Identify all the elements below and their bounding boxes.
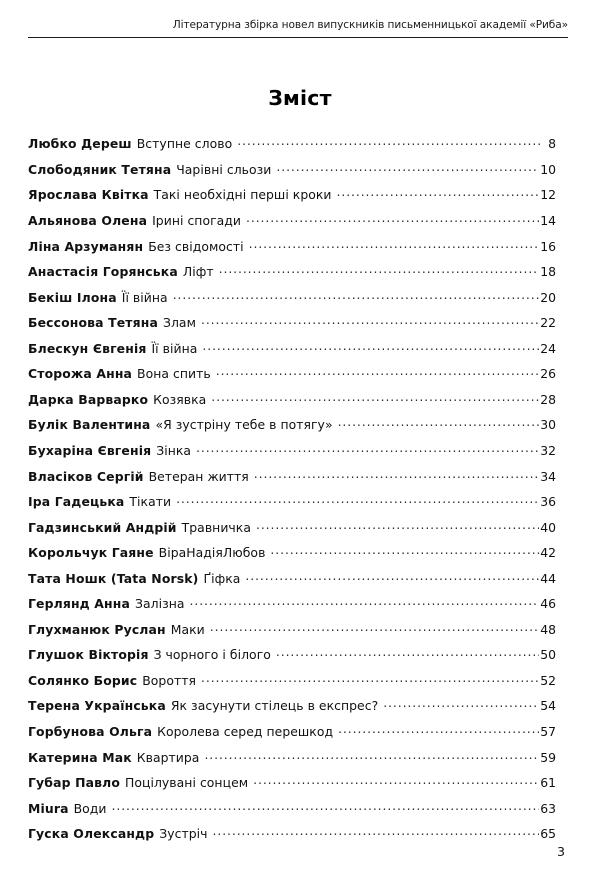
toc-entry-author: Анастасія Горянська [28, 264, 178, 280]
toc-entry-author: Гадзинський Андрій [28, 519, 177, 535]
toc-entry[interactable] [28, 826, 556, 852]
toc-dot-leader [245, 570, 539, 582]
toc-dot-leader [173, 289, 540, 301]
toc-entry-title: Тікати [129, 494, 172, 510]
toc-entry-page-number: 57 [540, 723, 556, 739]
toc-entry-author: Слободяник Тетяна [28, 161, 172, 177]
toc-entry[interactable] [28, 724, 556, 750]
header-rule [28, 37, 568, 38]
running-header-text: Літературна збірка новел випускників письменницької академії «Риба» [172, 19, 568, 31]
toc-entry-title: З чорного і білого [153, 647, 271, 663]
toc-entry-title: Ветеран життя [148, 468, 249, 484]
toc-entry-title: Злам [162, 315, 196, 331]
toc-entry-author: Горбунова Ольга [28, 723, 153, 739]
toc-dot-leader [176, 494, 539, 506]
toc-entry-title: Ґіфка [203, 570, 241, 586]
toc-dot-leader [383, 698, 539, 710]
toc-entry-author: Власіков Сергій [28, 468, 144, 484]
toc-dot-leader [213, 826, 540, 838]
toc-entry-author: Сторожа Анна [28, 366, 133, 382]
toc-entry-page-number: 54 [540, 698, 556, 714]
toc-entry[interactable] [28, 187, 556, 213]
toc-dot-leader [249, 238, 540, 250]
toc-entry-author: Солянко Борис [28, 672, 138, 688]
toc-entry-title: Вороття [142, 672, 197, 688]
toc-dot-leader [246, 213, 539, 225]
toc-entry-author: Бессонова Тетяна [28, 315, 158, 331]
toc-entry-title: Травничка [181, 519, 251, 535]
toc-entry-title: «Я зустріну тебе в потягу» [155, 417, 333, 433]
toc-entry[interactable] [28, 468, 556, 494]
toc-dot-leader [112, 800, 540, 812]
toc-entry[interactable] [28, 162, 556, 188]
toc-entry-author: Тата Ношк (Tata Norsk) [28, 570, 199, 586]
toc-entry[interactable] [28, 621, 556, 647]
toc-entry-author: Катерина Мак [28, 749, 132, 765]
toc-entry[interactable] [28, 264, 556, 290]
toc-dot-leader [210, 621, 539, 633]
toc-entry-title: ВіраНадіяЛюбов [158, 545, 266, 561]
toc-entry-page-number: 20 [540, 289, 556, 305]
toc-entry-page-number: 50 [540, 647, 556, 663]
toc-entry-author: Булік Валентина [28, 417, 151, 433]
toc-entry-author: Альянова Олена [28, 213, 148, 229]
toc-entry[interactable] [28, 545, 556, 571]
toc-entry[interactable] [28, 494, 556, 520]
toc-entry-title: Королева серед перешкод [157, 723, 334, 739]
toc-entry-author: Корольчук Гаяне [28, 545, 154, 561]
toc-entry-title: Чарівні сльози [176, 161, 272, 177]
toc-entry-page-number: 42 [540, 545, 556, 561]
toc-entry-list [28, 136, 556, 851]
toc-entry[interactable] [28, 775, 556, 801]
toc-entry-title: Як засунути стілець в експрес? [170, 698, 379, 714]
toc-entry-page-number: 40 [540, 519, 556, 535]
toc-entry-page-number: 26 [540, 366, 556, 382]
toc-entry-author: Блескун Євгенія [28, 340, 147, 356]
toc-entry-title: Без свідомості [148, 238, 244, 254]
toc-entry-page-number: 44 [540, 570, 556, 586]
toc-entry-title: Вона спить [137, 366, 211, 382]
toc-dot-leader [270, 545, 539, 557]
toc-entry-author: Герлянд Анна [28, 596, 130, 612]
toc-entry-author: Іра Гадецька [28, 494, 125, 510]
toc-entry[interactable] [28, 315, 556, 341]
toc-entry-page-number: 24 [540, 340, 556, 356]
toc-entry-title: Козявка [153, 391, 207, 407]
toc-entry-author: Дарка Варварко [28, 391, 149, 407]
toc-dot-leader [338, 417, 540, 429]
toc-dot-leader [201, 672, 539, 684]
toc-entry[interactable] [28, 289, 556, 315]
toc-entry[interactable] [28, 136, 556, 162]
toc-dot-leader [338, 724, 539, 736]
toc-entry[interactable] [28, 519, 556, 545]
toc-dot-leader [211, 391, 539, 403]
toc-entry[interactable] [28, 800, 556, 826]
toc-entry-author: Miura [28, 800, 69, 816]
toc-entry-title: Маки [170, 621, 205, 637]
toc-dot-leader [253, 775, 539, 787]
page-number: 3 [556, 844, 565, 859]
toc-entry-page-number: 28 [540, 391, 556, 407]
toc-dot-leader [276, 162, 539, 174]
toc-entry-title: Зінка [156, 442, 192, 458]
toc-entry[interactable] [28, 340, 556, 366]
toc-entry-page-number: 52 [540, 672, 556, 688]
toc-entry-page-number: 10 [540, 161, 556, 177]
toc-entry-page-number: 22 [540, 315, 556, 331]
toc-entry-title: Зустріч [159, 826, 208, 842]
toc-entry[interactable] [28, 596, 556, 622]
page-title: Зміст [268, 86, 332, 110]
toc-entry[interactable] [28, 443, 556, 469]
toc-entry-page-number: 14 [540, 213, 556, 229]
toc-entry-author: Любко Дереш [28, 136, 132, 152]
toc-dot-leader [202, 340, 539, 352]
toc-dot-leader [201, 315, 539, 327]
toc-entry-page-number: 48 [540, 621, 556, 637]
toc-entry[interactable] [28, 213, 556, 239]
toc-entry-page-number: 59 [540, 749, 556, 765]
toc-entry-page-number: 16 [540, 238, 556, 254]
toc-entry-author: Глушок Вікторія [28, 647, 149, 663]
toc-entry-page-number: 18 [540, 264, 556, 280]
toc-entry-page-number: 8 [548, 136, 556, 152]
toc-entry-title: Такі необхідні перші кроки [153, 187, 332, 203]
toc-dot-leader [237, 136, 540, 148]
toc-entry-author: Губар Павло [28, 775, 120, 791]
toc-entry[interactable] [28, 417, 556, 443]
toc-entry-author: Глухманюк Руслан [28, 621, 166, 637]
toc-entry-page-number: 36 [540, 494, 556, 510]
toc-entry[interactable] [28, 672, 556, 698]
toc-entry[interactable] [28, 698, 556, 724]
toc-entry[interactable] [28, 366, 556, 392]
toc-entry-page-number: 63 [540, 800, 556, 816]
toc-entry-page-number: 12 [540, 187, 556, 203]
running-header [28, 19, 568, 41]
toc-entry[interactable] [28, 647, 556, 673]
toc-dot-leader [190, 596, 540, 608]
toc-dot-leader [219, 264, 540, 276]
toc-entry-title: Її війна [121, 289, 168, 305]
toc-entry-author: Терена Українська [28, 698, 166, 714]
toc-entry[interactable] [28, 749, 556, 775]
toc-entry-title: Поцілувані сонцем [124, 775, 249, 791]
toc-entry[interactable] [28, 238, 556, 264]
toc-dot-leader [216, 366, 539, 378]
toc-entry-author: Ліна Арзуманян [28, 238, 144, 254]
toc-dot-leader [337, 187, 540, 199]
toc-entry-author: Гуска Олександр [28, 826, 155, 842]
toc-entry-page-number: 34 [540, 468, 556, 484]
toc-entry-page-number: 32 [540, 442, 556, 458]
toc-entry-title: Квартира [136, 749, 200, 765]
toc-entry-title: Її війна [151, 340, 198, 356]
toc-entry-page-number: 65 [540, 826, 556, 842]
toc-entry-page-number: 30 [540, 417, 556, 433]
toc-dot-leader [254, 468, 539, 480]
toc-entry-page-number: 46 [540, 596, 556, 612]
toc-entry-title: Води [73, 800, 107, 816]
toc-entry-title: Ірині спогади [152, 213, 242, 229]
toc-entry-author: Бекіш Ілона [28, 289, 117, 305]
toc-entry-title: Вступне слово [136, 136, 233, 152]
toc-entry[interactable] [28, 570, 556, 596]
toc-entry-title: Ліфт [182, 264, 214, 280]
toc-entry-title: Залізна [134, 596, 185, 612]
toc-entry-page-number: 61 [540, 775, 556, 791]
toc-entry[interactable] [28, 391, 556, 417]
toc-dot-leader [204, 749, 539, 761]
toc-dot-leader [256, 519, 539, 531]
toc-entry-author: Ярослава Квітка [28, 187, 149, 203]
toc-dot-leader [196, 443, 539, 455]
toc-dot-leader [276, 647, 539, 659]
toc-entry-author: Бухаріна Євгенія [28, 442, 152, 458]
